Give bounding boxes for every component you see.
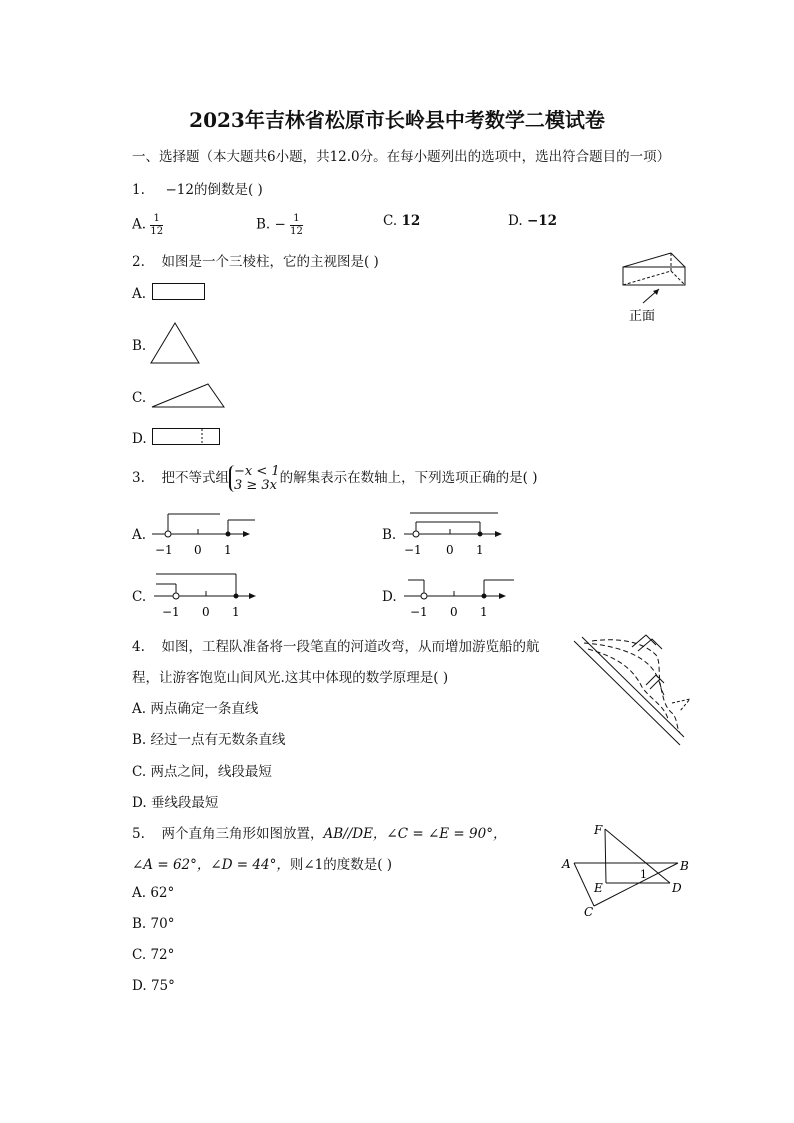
question-3	[132, 465, 537, 492]
q5-option-b[interactable]	[132, 916, 174, 932]
point-label-a: A	[562, 857, 571, 871]
option-label: B.	[256, 216, 271, 233]
inequality-system: −x < 1 3 ≥ 3x	[229, 465, 280, 492]
page-title: 2023年吉林省松原市长岭县中考数学二模试卷	[189, 108, 605, 132]
q3-option-b-label[interactable]: B.	[382, 527, 397, 543]
tick-label: −1	[404, 543, 422, 557]
question-4-line-1	[132, 635, 539, 655]
point-label-c: C	[584, 905, 594, 919]
option-text: 72°	[150, 947, 175, 963]
option-label: A.	[132, 885, 147, 901]
option-text: 两点之间，线段最短	[150, 764, 272, 780]
minus-sign: −	[274, 216, 286, 233]
question-1	[132, 178, 263, 198]
option-text: 两点确定一条直线	[150, 701, 259, 717]
q2-option-c-triangle[interactable]	[150, 382, 228, 410]
option-label: D.	[132, 795, 147, 811]
q5-option-d[interactable]	[132, 978, 175, 994]
tick-label: 0	[450, 605, 458, 619]
question-number: 2.	[132, 254, 145, 270]
tick-label: 1	[224, 543, 232, 557]
prism-figure	[615, 245, 695, 330]
option-label: A.	[132, 216, 147, 233]
option-label: B.	[132, 916, 147, 932]
q4-option-c[interactable]	[132, 760, 272, 780]
question-number: 4.	[132, 639, 145, 655]
q1-stem: 的倒数是( )	[193, 182, 263, 198]
q2-option-d-rectangle-dashed[interactable]	[152, 428, 224, 448]
q2-option-d-label[interactable]: D.	[132, 431, 147, 447]
section-heading: 一、选择题（本大题共6小题，共12.0分。在每小题列出的选项中，选出符合题目的一项）	[132, 149, 671, 165]
q2-stem: 如图是一个三棱柱，它的主视图是( )	[161, 254, 379, 270]
tick-label: 1	[476, 543, 484, 557]
fraction: $\frac{1}{12}$	[290, 213, 303, 237]
option-text: 垂线段最短	[150, 795, 219, 811]
q3-option-b-number-line[interactable]	[402, 510, 512, 557]
q4-option-a[interactable]	[132, 697, 258, 717]
point-label-d: D	[672, 881, 682, 895]
question-number: 1.	[132, 182, 145, 198]
option-text: 70°	[150, 916, 175, 932]
q4-stem: 如图，工程队准备将一段笔直的河道改弯，从而增加游览船的航	[161, 639, 540, 655]
tick-label: −1	[155, 543, 173, 557]
option-text: 75°	[150, 978, 175, 994]
q3-stem-post: 的解集表示在数轴上，下列选项正确的是( )	[279, 470, 538, 487]
point-label-b: B	[680, 859, 689, 873]
option-label: D.	[132, 978, 147, 994]
q5-option-a[interactable]	[132, 885, 174, 901]
tick-label: 0	[446, 543, 454, 557]
tick-label: 1	[480, 605, 488, 619]
q5-stem-post: 则∠1的度数是( )	[289, 857, 393, 873]
q5-angles: ∠A = 62°，∠D = 44°，	[132, 857, 290, 873]
q3-option-d-number-line[interactable]	[402, 574, 517, 619]
option-label: C.	[132, 947, 147, 963]
front-label: 正面	[629, 309, 656, 324]
q5-option-c[interactable]	[132, 947, 174, 963]
q3-option-a-label[interactable]: A.	[132, 527, 147, 543]
q4-option-b[interactable]	[132, 728, 286, 748]
option-label: A.	[132, 701, 147, 717]
q1-value: −12	[165, 182, 194, 198]
q2-option-a-label[interactable]: A.	[132, 286, 147, 302]
fraction: $\frac{1}{12}$	[150, 213, 164, 237]
q5-condition: AB//DE，∠C = ∠E = 90°，	[323, 826, 507, 842]
q1-option-a[interactable]	[132, 213, 163, 237]
river-figure	[572, 633, 697, 753]
option-label: C.	[132, 764, 147, 780]
q2-option-c-label[interactable]: C.	[132, 390, 147, 406]
q3-option-c-number-line[interactable]	[152, 572, 267, 619]
option-text: 经过一点有无数条直线	[150, 732, 286, 748]
option-value: 12	[401, 213, 421, 229]
q2-option-a-rectangle[interactable]	[152, 283, 208, 303]
angle-label-1: 1	[640, 868, 647, 881]
q1-option-c[interactable]	[383, 213, 420, 229]
q1-option-b[interactable]	[256, 213, 303, 237]
q5-stem-pre: 两个直角三角形如图放置，	[161, 826, 324, 842]
tick-label: 1	[232, 605, 240, 619]
q3-option-d-label[interactable]: D.	[382, 589, 397, 605]
question-5-line-2	[132, 853, 392, 873]
q4-option-d[interactable]	[132, 791, 218, 811]
q2-option-b-label[interactable]: B.	[132, 338, 147, 354]
tick-label: −1	[162, 605, 180, 619]
question-5-line-1	[132, 822, 506, 842]
q2-option-b-triangle[interactable]	[150, 322, 202, 366]
option-label: B.	[132, 732, 147, 748]
tick-label: −1	[410, 605, 428, 619]
triangles-figure	[558, 820, 698, 920]
question-4-line-2: 程，让游客饱览山间风光.这其中体现的数学原理是( )	[132, 670, 449, 686]
q3-option-c-label[interactable]: C.	[132, 589, 147, 605]
point-label-f: F	[594, 823, 603, 837]
option-label: C.	[383, 213, 398, 229]
q3-option-a-number-line[interactable]	[150, 512, 260, 557]
option-label: D.	[508, 213, 523, 229]
option-value: −12	[526, 213, 558, 229]
question-number: 5.	[132, 826, 145, 842]
q1-option-d[interactable]	[508, 213, 557, 229]
tick-label: 0	[202, 605, 210, 619]
question-number: 3.	[132, 470, 145, 487]
point-label-e: E	[594, 881, 603, 895]
question-2	[132, 250, 379, 270]
option-text: 62°	[150, 885, 175, 901]
tick-label: 0	[194, 543, 202, 557]
q3-stem-pre: 把不等式组	[161, 470, 229, 487]
